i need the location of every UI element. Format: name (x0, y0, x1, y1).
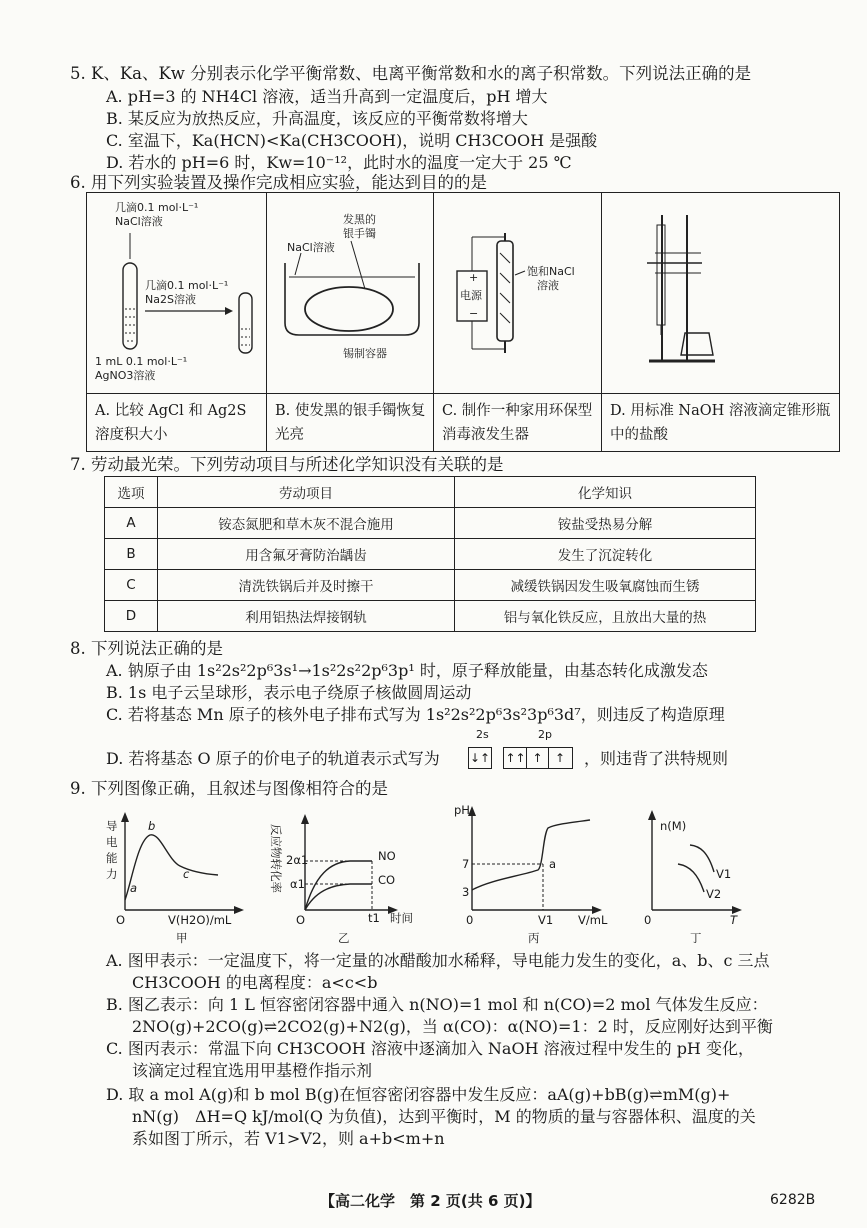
q9-graphs (0, 800, 867, 950)
g3-name: 丙 (528, 931, 540, 945)
orbital-2s-arrows: ↓↑ (469, 751, 491, 765)
q5-option-b: B. 某反应为放热反应，升高温度，该反应的平衡常数将增大 (106, 109, 528, 128)
g4-origin: 0 (644, 913, 652, 927)
cell-labor: 利用铝热法焊接钢轨 (158, 601, 455, 632)
cell-option: A (105, 508, 158, 539)
g4-series-v1: V1 (716, 867, 732, 881)
graph-bing (454, 803, 608, 945)
exam-code: 6282B (770, 1192, 816, 1208)
label-b-bracelet: 银手镯 (343, 227, 376, 240)
q6-caption-b: B. 使发黑的银手镯恢复光亮 (275, 403, 426, 443)
table-row (105, 570, 756, 601)
label-c-solution: 溶液 (537, 279, 559, 292)
q6-experiment-table (86, 192, 840, 452)
cell-knowledge: 发生了沉淀转化 (455, 539, 756, 570)
cell-option: D (105, 601, 158, 632)
g2-tick-t1: t1 (368, 911, 380, 925)
orbital-2p-1: ↑↑ (505, 748, 527, 768)
g4-ylabel: n(M) (660, 819, 687, 833)
g2-xlabel: 时间 (390, 911, 413, 925)
g2-ylabel: 反应物转化率 (269, 824, 283, 893)
graph-ding (644, 810, 742, 945)
header-labor: 劳动项目 (158, 477, 455, 508)
q6-apparatus-drawings (87, 193, 841, 393)
cell-option: C (105, 570, 158, 601)
g2-tick-a1: α1 (290, 877, 305, 891)
g1-origin: O (116, 913, 126, 927)
header-option: 选项 (105, 477, 158, 508)
g1-point-b: b (148, 819, 156, 833)
q9-option-d-line3: 系如图丁所示，若 V1>V2，则 a+b<m+n (132, 1129, 445, 1148)
table-row (105, 539, 756, 570)
q6-table-divider (87, 393, 839, 394)
q8-stem: 8. 下列说法正确的是 (70, 639, 223, 658)
q8-option-d-start: D. 若将基态 O 原子的价电子的轨道表示式写为 (106, 749, 440, 768)
g3-origin: 0 (466, 913, 474, 927)
test-tube-apparatus (95, 201, 252, 382)
label-nacl-solution: NaCl溶液 (115, 215, 163, 228)
g1-ylabel-4: 力 (106, 867, 118, 881)
q9-option-d-line2: nN(g) ΔH=Q kJ/mol(Q 为负值)，达到平衡时，M 的物质的量与容器体积、温度的关 (132, 1107, 756, 1126)
g3-xlabel: V/mL (578, 913, 608, 927)
g4-series-v2: V2 (706, 887, 722, 901)
q9-option-a-line1: A. 图甲表示：一定温度下，将一定量的冰醋酸加水稀释，导电能力发生的变化，a、b、c 三点 (106, 951, 770, 970)
label-b-tin: 锡制容器 (343, 347, 387, 360)
q5-option-c: C. 室温下，Ka(HCN)<Ka(CH3COOH)，说明 CH3COOH 是强酸 (106, 131, 598, 150)
orbital-2p-3: ↑ (554, 751, 566, 765)
label-power-supply: 电源 (460, 289, 482, 302)
label-agno3-solution: AgNO3溶液 (95, 369, 156, 382)
label-2p: 2p (538, 728, 552, 741)
g1-point-c: c (183, 867, 190, 881)
cell-knowledge: 减缓铁锅因发生吸氧腐蚀而生锈 (455, 570, 756, 601)
label-2s: 2s (476, 728, 489, 741)
q7-stem: 7. 劳动最光荣。下列劳动项目与所述化学知识没有关联的是 (70, 455, 504, 474)
orbital-2s-box (468, 747, 492, 769)
q8-option-b: B. 1s 电子云呈球形，表示电子绕原子核做圆周运动 (106, 683, 472, 702)
q6-caption-c: C. 制作一种家用环保型消毒液发生器 (442, 403, 593, 443)
q9-option-d-line1: D. 取 a mol A(g)和 b mol B(g)在恒容密闭容器中发生反应：aA(g)+bB(g)⇌mM(g)+ (106, 1085, 731, 1104)
g2-series-co: CO (378, 873, 396, 887)
g3-tick-7: 7 (462, 857, 470, 871)
q9-option-c-line1: C. 图丙表示：常温下向 CH3COOH 溶液中逐滴加入 NaOH 溶液过程中发生的 pH 变化， (106, 1039, 754, 1058)
label-na2s-solution: Na2S溶液 (145, 293, 196, 306)
plus-sign: + (469, 271, 479, 284)
label-b-nacl: NaCl溶液 (287, 241, 335, 254)
g2-name: 乙 (338, 931, 350, 945)
g4-name: 丁 (690, 931, 702, 945)
electrolysis-apparatus (457, 233, 575, 353)
g1-xlabel: V(H2O)/mL (168, 913, 232, 927)
g3-ylabel: pH (454, 803, 470, 817)
label-na2s-drops: 几滴0.1 mol·L⁻¹ (145, 279, 229, 292)
table-row (105, 601, 756, 632)
q7-table (104, 476, 756, 632)
cell-knowledge: 铝与氧化铁反应，且放出大量的热 (455, 601, 756, 632)
cell-labor: 铵态氮肥和草木灰不混合施用 (158, 508, 455, 539)
g2-series-no: NO (378, 849, 396, 863)
cell-knowledge: 铵盐受热易分解 (455, 508, 756, 539)
label-b-black: 发黑的 (343, 213, 376, 226)
table-row (105, 508, 756, 539)
q6-caption-d: D. 用标准 NaOH 溶液滴定锥形瓶中的盐酸 (610, 403, 831, 443)
g3-tick-v1: V1 (538, 913, 554, 927)
q9-option-b-line1: B. 图乙表示：向 1 L 恒容密闭容器中通入 n(NO)=1 mol 和 n(CO)=2 mol 气体发生反应： (106, 995, 768, 1014)
table-header-row (105, 477, 756, 508)
orbital-2p-box (503, 747, 573, 769)
g2-tick-2a: 2α1 (286, 853, 309, 867)
g1-point-a: a (130, 881, 138, 895)
q9-option-b-line2: 2NO(g)+2CO(g)⇌2CO2(g)+N2(g)，当 α(CO)：α(NO)=1：2 时，反应刚好达到平衡 (132, 1017, 773, 1036)
cell-labor: 清洗铁锅后并及时擦干 (158, 570, 455, 601)
g2-origin: O (296, 913, 306, 927)
cell-labor: 用含氟牙膏防治龋齿 (158, 539, 455, 570)
titration-apparatus (647, 215, 715, 361)
q5-option-a: A. pH=3 的 NH4Cl 溶液，适当升高到一定温度后，pH 增大 (106, 87, 548, 106)
label-agno3-volume: 1 mL 0.1 mol·L⁻¹ (95, 355, 188, 368)
g1-ylabel-2: 电 (106, 835, 118, 849)
g3-point-a: a (549, 857, 557, 871)
q8-option-c: C. 若将基态 Mn 原子的核外电子排布式写为 1s²2s²2p⁶3s²3p⁶3d⁷，则违反了构造原理 (106, 705, 725, 724)
q8-option-a: A. 钠原子由 1s²2s²2p⁶3s¹→1s²2s²2p⁶3p¹ 时，原子释放能量，由基态转化成激发态 (106, 661, 708, 680)
g1-ylabel-3: 能 (106, 851, 118, 865)
q9-option-a-line2: CH3COOH 的电离程度：a<c<b (132, 973, 378, 992)
g3-tick-3: 3 (462, 885, 470, 899)
q9-stem: 9. 下列图像正确，且叙述与图像相符合的是 (70, 779, 388, 798)
q8-option-d-end: ，则违背了洪特规则 (584, 749, 729, 768)
q5-option-d: D. 若水的 pH=6 时，Kw=10⁻¹²，此时水的温度一定大于 25 ℃ (106, 153, 572, 172)
tin-container-apparatus (285, 212, 419, 360)
g1-name: 甲 (176, 931, 188, 945)
page-footer: 【高二化学 第 2 页(共 6 页)】 (320, 1192, 541, 1210)
q5-stem: 5. K、Ka、Kw 分别表示化学平衡常数、电离平衡常数和水的离子积常数。下列说法正确的是 (70, 64, 752, 83)
label-nacl-drops: 几滴0.1 mol·L⁻¹ (115, 201, 199, 214)
graph-yi (269, 814, 413, 945)
g1-ylabel-1: 导 (106, 819, 118, 833)
graph-jia (106, 812, 244, 945)
header-knowledge: 化学知识 (455, 477, 756, 508)
q6-stem: 6. 用下列实验装置及操作完成相应实验，能达到目的的是 (70, 173, 487, 192)
cell-option: B (105, 539, 158, 570)
g4-xlabel: T (730, 913, 738, 927)
minus-sign: − (469, 307, 479, 320)
q9-option-c-line2: 该滴定过程宜选用甲基橙作指示剂 (132, 1061, 373, 1080)
orbital-2p-2: ↑ (527, 748, 549, 768)
label-c-saturated: 饱和NaCl (527, 265, 575, 278)
q6-caption-a: A. 比较 AgCl 和 Ag2S 溶度积大小 (95, 403, 247, 443)
